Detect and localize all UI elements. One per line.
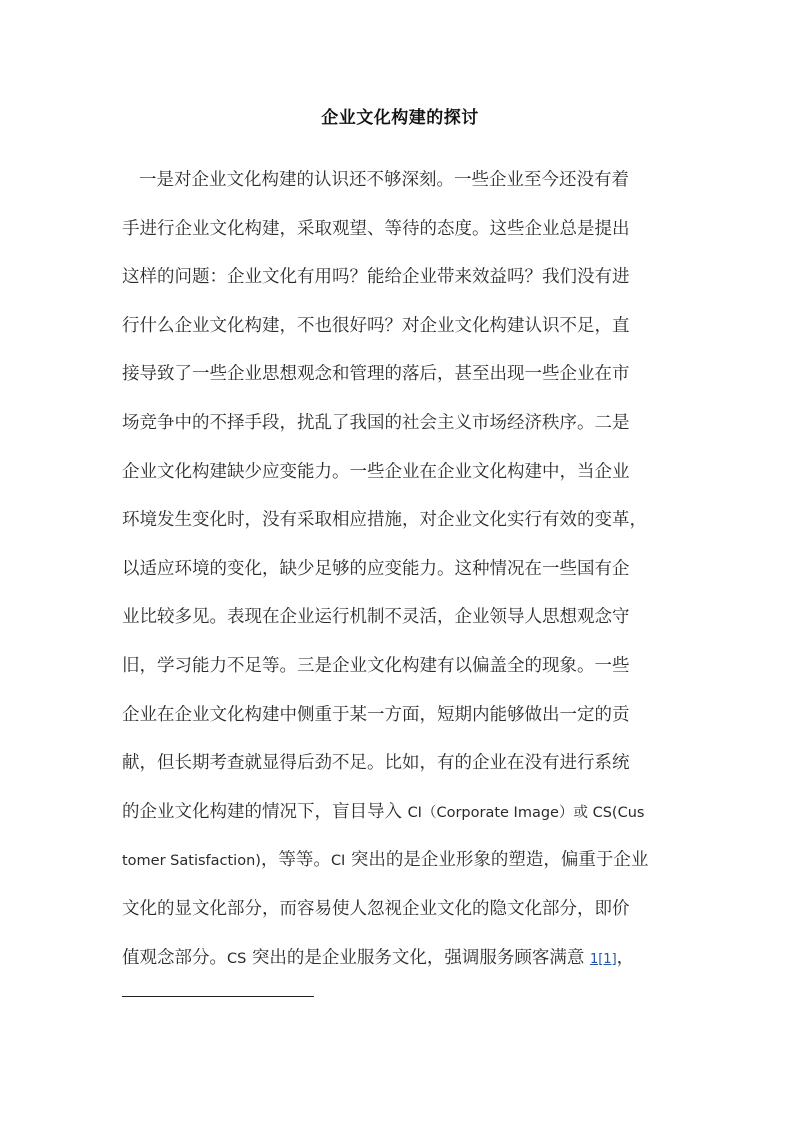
text-line: [122, 942, 702, 991]
text-line: 企业在企业文化构建中侧重于某一方面，短期内能够做出一定的贡: [122, 704, 630, 725]
text-segment: 值观念部分。: [122, 947, 227, 968]
body-paragraph: [122, 164, 702, 990]
text-segment: ，等等。: [260, 850, 331, 871]
document-title: 企业文化构建的探讨: [321, 108, 479, 128]
text-line: 这样的问题：企业文化有用吗？能给企业带来效益吗？我们没有进: [122, 267, 630, 288]
text-line: 旧，学习能力不足等。三是企业文化构建有以偏盖全的现象。一些: [122, 655, 630, 676]
text-line: 接导致了一些企业思想观念和管理的落后，甚至出现一些企业在市: [122, 364, 630, 385]
text-segment-latin: tomer Satisfaction): [122, 853, 261, 870]
footnote-reference-link[interactable]: 1[1]: [589, 951, 617, 967]
text-line: 献，但长期考查就显得后劲不足。比如，有的企业在没有进行系统: [122, 753, 630, 774]
text-line: 企业文化构建缺少应变能力。一些企业在企业文化构建中，当企业: [122, 461, 630, 482]
text-segment: 突出的是企业服务文化，强调服务顾客满意: [246, 947, 590, 968]
text-line: 以适应环境的变化，缺少足够的应变能力。这种情况在一些国有企: [122, 558, 630, 579]
text-segment: 的企业文化构建的情况下，盲目导入: [122, 801, 408, 822]
text-segment: 突出的是企业形象的塑造，偏重于企业: [345, 850, 649, 871]
text-line: 环境发生变化时，没有采取相应措施，对企业文化实行有效的变革，: [122, 510, 647, 531]
text-segment-latin: CI: [330, 853, 346, 870]
text-line: [122, 796, 702, 845]
text-segment-latin: CS: [227, 950, 247, 967]
text-line: 文化的显文化部分，而容易使人忽视企业文化的隐文化部分，即价: [122, 898, 630, 919]
text-segment: ，: [616, 947, 635, 968]
text-line: [122, 844, 702, 893]
text-line: 行什么企业文化构建，不也很好吗？对企业文化构建认识不足，直: [122, 315, 630, 336]
footnote-separator: [122, 996, 314, 997]
text-line: 场竞争中的不择手段，扰乱了我国的社会主义市场经济秩序。二是: [122, 412, 630, 433]
text-segment-latin: CI（Corporate Image）或 CS(Cus: [407, 804, 645, 821]
text-line: 手进行企业文化构建，采取观望、等待的态度。这些企业总是提出: [122, 218, 630, 239]
text-line: 业比较多见。表现在企业运行机制不灵活，企业领导人思想观念守: [122, 607, 630, 628]
text-line: 一是对企业文化构建的认识还不够深刻。一些企业至今还没有着: [139, 170, 629, 190]
